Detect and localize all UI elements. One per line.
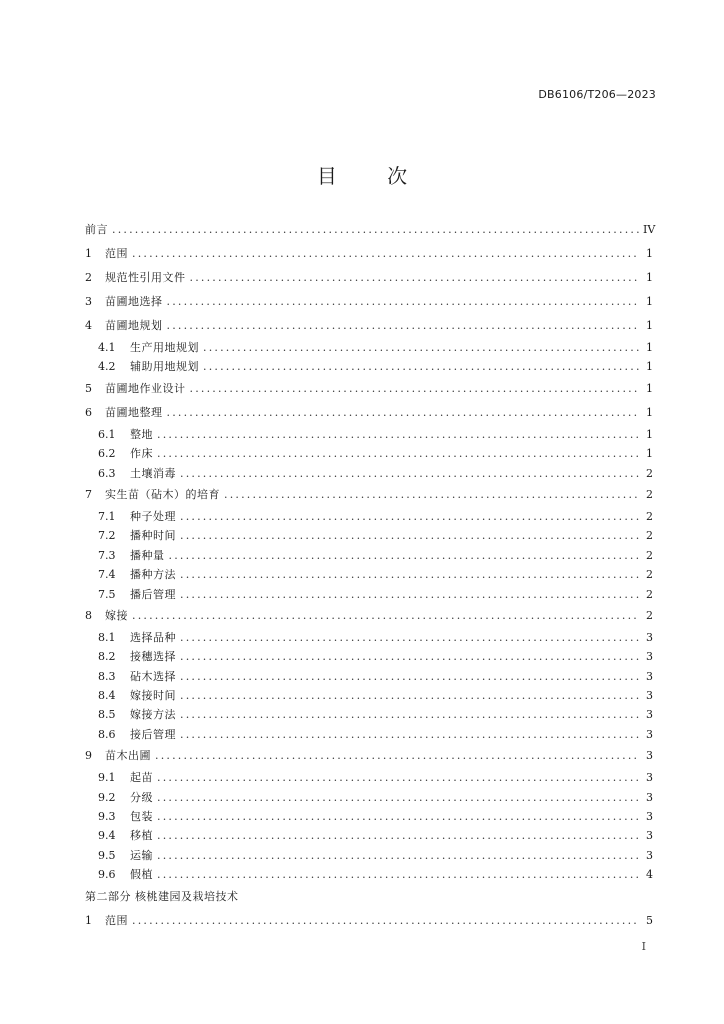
toc-entry-page: 3	[646, 848, 653, 862]
dot-leader	[167, 290, 640, 314]
toc-entry-title: 嫁接时间	[130, 689, 176, 703]
dot-leader	[180, 585, 639, 604]
toc-entry-title: 范围	[105, 913, 128, 927]
dot-leader	[180, 565, 639, 584]
toc-entry-title: 运输	[130, 848, 153, 862]
dot-leader	[157, 444, 639, 463]
toc-entry-number: 6.1	[98, 427, 116, 441]
toc-entry-number: 9.5	[98, 848, 116, 862]
dot-leader	[180, 667, 639, 686]
toc-entry[interactable]	[85, 290, 653, 314]
toc-entry-number: 9.1	[98, 771, 116, 785]
toc-subentry[interactable]	[85, 725, 653, 744]
toc-part-one	[85, 218, 656, 885]
toc-entry-number: 7.2	[98, 529, 116, 543]
toc-entry-number: 9.3	[98, 810, 116, 824]
toc-entry-number: 2	[85, 271, 92, 284]
toc-entry-number: 8.1	[98, 630, 116, 644]
toc-entry-page: 3	[646, 708, 653, 722]
dot-leader	[190, 266, 640, 290]
dot-leader	[167, 314, 640, 338]
toc-subentry[interactable]	[85, 444, 653, 463]
toc-subentry[interactable]	[85, 788, 653, 807]
toc-entry-title: 苗木出圃	[105, 749, 151, 763]
dot-leader	[224, 483, 639, 507]
toc-subentry[interactable]	[85, 338, 653, 357]
toc-entry-page: 2	[646, 587, 653, 601]
dot-leader	[180, 647, 639, 666]
toc-entry-title: 苗圃地选择	[105, 295, 163, 308]
dot-leader	[157, 425, 639, 444]
toc-entry-number: 7	[85, 487, 92, 501]
toc-entry-title: 播种时间	[130, 529, 176, 543]
toc-entry-title: 前言	[85, 223, 108, 236]
document-code: DB6106/T206—2023	[538, 88, 656, 101]
dot-leader	[132, 242, 639, 266]
toc-entry-page: 1	[646, 247, 653, 260]
dot-leader	[180, 628, 639, 647]
toc-entry-title: 整地	[130, 427, 153, 441]
toc-entry[interactable]	[85, 377, 653, 401]
toc-subentry[interactable]	[85, 826, 653, 845]
toc-subentry[interactable]	[85, 865, 653, 884]
toc-entry-title: 嫁接	[105, 608, 128, 622]
dot-leader	[155, 744, 639, 768]
dot-leader	[169, 546, 640, 565]
toc-entry-page: 3	[646, 650, 653, 664]
toc-entry[interactable]	[85, 483, 653, 507]
toc-entry-title: 砧木选择	[130, 669, 176, 683]
dot-leader	[157, 826, 639, 845]
dot-leader	[180, 705, 639, 724]
toc-entry-page: 2	[646, 487, 653, 501]
toc-entry-title: 种子处理	[130, 509, 176, 523]
toc-entry-title: 生产用地规划	[130, 341, 199, 354]
toc-subentry[interactable]	[85, 565, 653, 584]
page-title: 目 次	[316, 164, 430, 188]
toc-entry-page: 5	[646, 913, 653, 927]
toc-entry[interactable]	[85, 909, 653, 933]
dot-leader	[157, 807, 639, 826]
toc-subentry[interactable]	[85, 647, 653, 666]
toc-entry-number: 7.1	[98, 509, 116, 523]
toc-entry-number: 8.2	[98, 650, 116, 664]
dot-leader	[180, 686, 639, 705]
toc-entry-page: 2	[646, 466, 653, 480]
toc-entry[interactable]	[85, 266, 653, 290]
dot-leader	[157, 846, 639, 865]
toc-entry-title: 苗圃地作业设计	[105, 381, 186, 395]
toc-subentry[interactable]	[85, 667, 653, 686]
toc-entry-title: 播种量	[130, 548, 165, 562]
table-of-contents	[85, 218, 656, 933]
toc-entry-page: 1	[646, 427, 653, 441]
toc-entry-number: 5	[85, 381, 92, 395]
toc-subentry[interactable]	[85, 686, 653, 705]
toc-entry-page: 1	[646, 271, 653, 284]
toc-entry-page: 1	[646, 405, 653, 419]
toc-entry-page: 3	[646, 829, 653, 843]
toc-subentry[interactable]	[85, 846, 653, 865]
toc-entry-page: IV	[643, 223, 656, 236]
dot-leader	[180, 464, 639, 483]
dot-leader	[132, 604, 639, 628]
dot-leader	[157, 768, 639, 787]
toc-entry-number: 3	[85, 295, 92, 308]
toc-entry-number: 6.3	[98, 466, 116, 480]
toc-entry-number: 4.2	[98, 360, 116, 374]
toc-entry-number: 4.1	[98, 341, 116, 354]
toc-entry-number: 1	[85, 913, 92, 927]
toc-entry-page: 1	[646, 295, 653, 308]
toc-entry-page: 1	[646, 341, 653, 354]
toc-entry-page: 3	[646, 669, 653, 683]
toc-entry-page: 1	[646, 447, 653, 461]
dot-leader	[180, 507, 639, 526]
toc-entry-number: 6.2	[98, 447, 116, 461]
toc-subentry[interactable]	[85, 464, 653, 483]
toc-entry-number: 8.4	[98, 689, 116, 703]
toc-entry-title: 起苗	[130, 771, 153, 785]
toc-entry[interactable]	[85, 744, 653, 768]
toc-entry[interactable]	[85, 314, 653, 338]
toc-entry-page: 3	[646, 727, 653, 741]
dot-leader	[157, 865, 639, 884]
toc-entry-page: 3	[646, 749, 653, 763]
dot-leader	[157, 788, 639, 807]
toc-subentry[interactable]	[85, 705, 653, 724]
toc-entry-number: 9.2	[98, 790, 116, 804]
toc-entry-number: 7.5	[98, 587, 116, 601]
part-heading: 第二部分 核桃建园及栽培技术	[85, 889, 239, 903]
dot-leader	[112, 218, 639, 242]
toc-entry-page: 1	[646, 381, 653, 395]
toc-entry-title: 播后管理	[130, 587, 176, 601]
toc-entry-number: 1	[85, 247, 92, 260]
toc-entry-page: 1	[646, 360, 653, 374]
toc-entry-number: 8.6	[98, 727, 116, 741]
toc-subentry[interactable]	[85, 585, 653, 604]
toc-entry-title: 播种方法	[130, 568, 176, 582]
toc-subentry[interactable]	[85, 425, 653, 444]
page-number: I	[641, 940, 646, 953]
toc-entry-page: 3	[646, 810, 653, 824]
dot-leader	[180, 725, 639, 744]
toc-entry-title: 土壤消毒	[130, 466, 176, 480]
toc-entry-title: 接后管理	[130, 727, 176, 741]
toc-entry-number: 7.3	[98, 548, 116, 562]
toc-entry-page: 4	[646, 868, 653, 882]
toc-entry-page: 3	[646, 689, 653, 703]
toc-entry-title: 选择品种	[130, 630, 176, 644]
toc-entry-page: 1	[646, 319, 653, 332]
toc-entry-page: 2	[646, 608, 653, 622]
toc-entry-number: 8	[85, 608, 92, 622]
toc-entry-title: 范围	[105, 247, 128, 260]
toc-entry-title: 假植	[130, 868, 153, 882]
dot-leader	[190, 377, 640, 401]
toc-entry-title: 苗圃地规划	[105, 319, 163, 332]
dot-leader	[132, 909, 639, 933]
toc-entry-number: 9.6	[98, 868, 116, 882]
toc-subentry[interactable]	[85, 546, 653, 565]
toc-entry-title: 实生苗（砧木）的培育	[105, 487, 220, 501]
toc-entry-title: 辅助用地规划	[130, 360, 199, 374]
toc-subentry[interactable]	[85, 628, 653, 647]
toc-subentry[interactable]	[85, 526, 653, 545]
toc-entry-page: 3	[646, 771, 653, 785]
toc-entry[interactable]	[85, 242, 653, 266]
dot-leader	[180, 526, 639, 545]
dot-leader	[203, 338, 639, 357]
toc-entry-number: 8.5	[98, 708, 116, 722]
toc-entry-page: 2	[646, 529, 653, 543]
toc-entry[interactable]	[85, 604, 653, 628]
toc-entry-number: 8.3	[98, 669, 116, 683]
toc-subentry[interactable]	[85, 768, 653, 787]
toc-entry-title: 作床	[130, 447, 153, 461]
toc-subentry[interactable]	[85, 507, 653, 526]
toc-entry-number: 6	[85, 405, 92, 419]
toc-entry-title: 接穗选择	[130, 650, 176, 664]
dot-leader	[203, 357, 639, 376]
toc-part-two	[85, 909, 653, 933]
toc-entry-page: 2	[646, 548, 653, 562]
toc-entry-title: 规范性引用文件	[105, 271, 186, 284]
toc-entry-number: 7.4	[98, 568, 116, 582]
toc-entry-page: 3	[646, 630, 653, 644]
toc-entry-number: 9	[85, 749, 92, 763]
toc-subentry[interactable]	[85, 357, 653, 376]
toc-entry[interactable]	[85, 401, 653, 425]
toc-entry-number: 9.4	[98, 829, 116, 843]
toc-entry-title: 嫁接方法	[130, 708, 176, 722]
toc-entry[interactable]	[85, 218, 656, 242]
toc-entry-title: 包装	[130, 810, 153, 824]
toc-entry-page: 2	[646, 568, 653, 582]
toc-entry-number: 4	[85, 319, 92, 332]
toc-subentry[interactable]	[85, 807, 653, 826]
toc-entry-title: 移植	[130, 829, 153, 843]
toc-entry-title: 分级	[130, 790, 153, 804]
dot-leader	[167, 401, 640, 425]
toc-entry-page: 2	[646, 509, 653, 523]
toc-entry-page: 3	[646, 790, 653, 804]
toc-entry-title: 苗圃地整理	[105, 405, 163, 419]
